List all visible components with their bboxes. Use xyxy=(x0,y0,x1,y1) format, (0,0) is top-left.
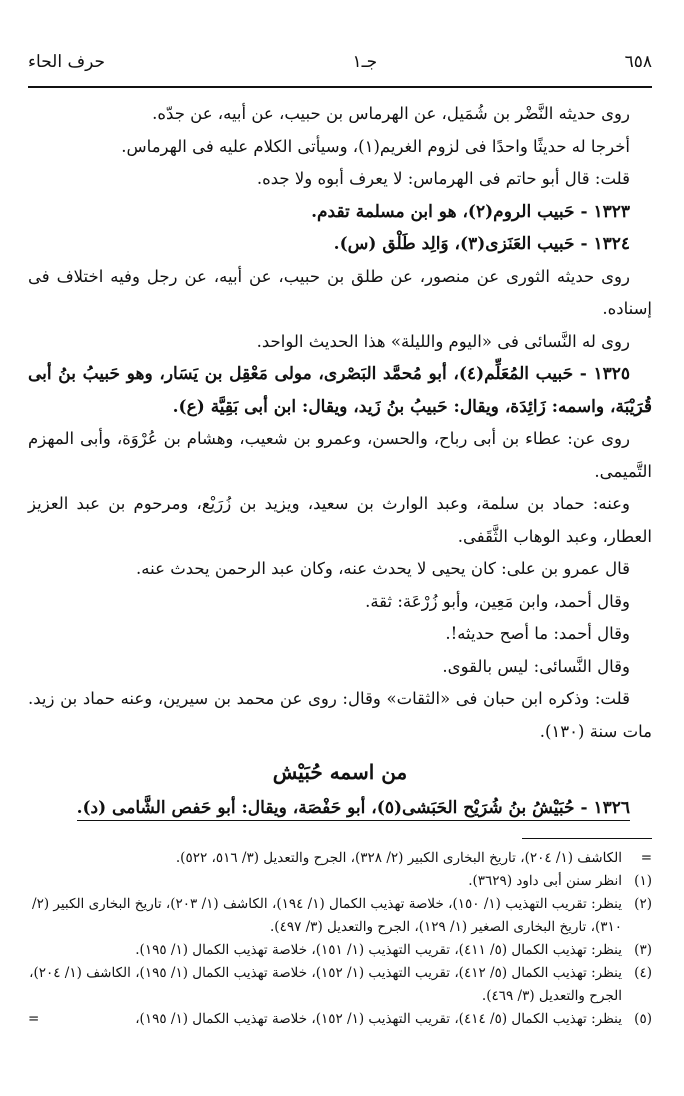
continuation-mark: = xyxy=(28,1011,40,1027)
page-number: ٦٥٨ xyxy=(624,52,652,72)
footnote-number: (٥) xyxy=(634,1011,652,1027)
footnote-number: (١) xyxy=(634,873,652,889)
entry-heading: ١٣٢٣ - حَبيب الروم(٢)، هو ابن مسلمة تقدم. xyxy=(311,201,630,222)
footnote-divider xyxy=(522,838,652,839)
footnote xyxy=(28,1008,652,1031)
entry-heading: ١٣٢٤ - حَبيب العَنَزى(٣)، وَالِد طَلْق (س). xyxy=(333,234,630,254)
chapter-title: حرف الحاء xyxy=(28,52,105,72)
footnote-text: ينظر: تقريب التهذيب (١/ ١٥٠)، خلاصة تهذيب الكمال (١/ ١٩٤)، الكاشف (١/ ٢٠٣)، تاريخ البخارى الكبير (٢/ ٣١٠)، تاريخ البخارى الصغير (١/ ١٢٩)، الجرح والتعديل (٣/ ٤٩٧). xyxy=(32,896,622,935)
paragraph: قلت: وذكره ابن حبان فى «الثقات» وقال: روى عن محمد بن سيرين، وعنه حماد بن زيد. مات سنة (١٣٠). xyxy=(28,689,652,741)
paragraph: قال عمرو بن على: كان يحيى لا يحدث عنه، وكان عبد الرحمن يحدث عنه. xyxy=(136,559,630,578)
paragraph: وقال النَّسائى: ليس بالقوى. xyxy=(442,656,630,676)
footnote-text: ينظر: تهذيب الكمال (٥/ ٤١٤)، تقريب التهذيب (١/ ١٥٢)، خلاصة تهذيب الكمال (١/ ١٩٥)، xyxy=(135,1011,622,1027)
paragraph: وقال أحمد، وابن مَعِين، وأبو زُرْعَة: ثقة. xyxy=(365,591,630,611)
footnote-number: = xyxy=(640,850,652,866)
footnote-number: (٣) xyxy=(634,942,652,958)
paragraph: وعنه: حماد بن سلمة، وعبد الوارث بن سعيد، ويزيد بن زُرَيْع، ومرحوم بن عبد العزيز العطار، وعبد الوهاب الثَّقَفى. xyxy=(28,494,652,546)
page-header xyxy=(28,52,652,88)
footnote-number: (٢) xyxy=(634,896,652,912)
paragraph: روى له النَّسائى فى «اليوم والليلة» هذا الحديث الواحد. xyxy=(256,331,630,351)
section-heading: من اسمه حُبَيْش xyxy=(272,760,408,784)
paragraph: أخرجا له حديثًا واحدًا فى لزوم الغريم(١)، وسيأتى الكلام عليه فى الهرماس. xyxy=(121,136,630,156)
volume-label: جـ١ xyxy=(352,52,378,72)
footnotes xyxy=(28,847,652,1031)
paragraph: قلت: قال أبو حاتم فى الهرماس: لا يعرف أبوه ولا جده. xyxy=(256,169,630,188)
footnote-text: انظر سنن أبى داود (٣٦٢٩). xyxy=(468,873,622,889)
footnote xyxy=(28,893,652,939)
footnote-text: ينظر: تهذيب الكمال (٥/ ٤١٢)، تقريب التهذيب (١/ ١٥٢)، خلاصة تهذيب الكمال (١/ ١٩٥)، الكاشف (١/ ٢٠٤)، الجرح والتعديل (٣/ ٤٦٩). xyxy=(29,965,622,1004)
footnote-number: (٤) xyxy=(634,965,652,981)
entry-heading-text: ١٣٢٦ - حُبَيْشُ بنُ شُرَيْح الحَبَشى(٥)، أبو حَفْصَة، ويقال: أبو حَفص الشَّامى (د). xyxy=(77,798,630,821)
footnote-text: ينظر: تهذيب الكمال (٥/ ٤١١)، تقريب التهذيب (١/ ١٥١)، خلاصة تهذيب الكمال (١/ ١٩٥). xyxy=(135,942,622,958)
footnote xyxy=(28,870,652,893)
footnote xyxy=(28,939,652,962)
footnote xyxy=(28,847,652,870)
entry-heading-1326 xyxy=(28,792,652,824)
footnote xyxy=(28,962,652,1008)
paragraph: روى عن: عطاء بن أبى رباح، والحسن، وعمرو بن شعيب، وهشام بن عُرْوَة، وأبى المهزم التَّميمى. xyxy=(28,429,652,481)
entry-heading: ١٣٢٥ - حَبيب المُعَلِّم(٤)، أبو مُحمَّد البَصْرى، مولى مَعْقِل بن يَسَار، وهو حَبيبُ بنُ أبى قُرَيْبَة، واسمه: زَائِدَة، ويقال: حَبيبُ بنُ زَيد، ويقال: ابن أبى بَقِيَّة (ع). xyxy=(28,364,652,417)
paragraph: روى حديثه النَّضْر بن شُمَيل، عن الهرماس بن حبيب، عن أبيه، عن جدّه. xyxy=(152,104,630,123)
document-page xyxy=(28,52,652,1031)
paragraph: روى حديثه الثورى عن منصور، عن طلق بن حبيب، عن أبيه، عن رجل وفيه اختلاف فى إسناده. xyxy=(28,266,652,318)
footnote-text: الكاشف (١/ ٢٠٤)، تاريخ البخارى الكبير (٢/ ٣٢٨)، الجرح والتعديل (٣/ ٥١٦، ٥٢٢). xyxy=(175,850,622,866)
main-text xyxy=(28,98,652,748)
paragraph: وقال أحمد: ما أصح حديثه!. xyxy=(445,624,630,643)
